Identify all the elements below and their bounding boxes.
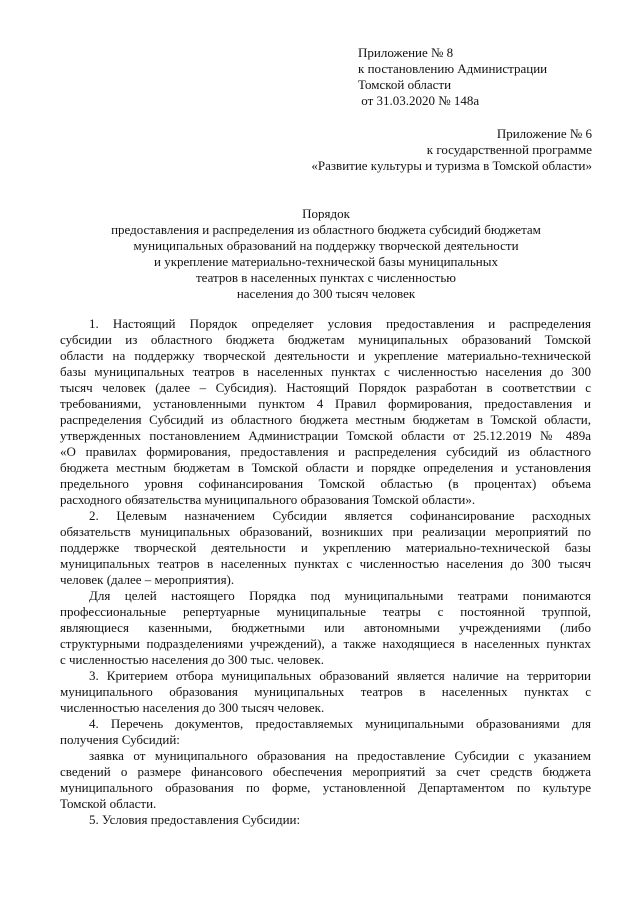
paragraph-4a-line: заявка от муниципального образования на предоставление Субсидии с указанием	[89, 748, 591, 763]
paragraph-1-line: тысяч человек (далее – Субсидия). Настоящий Порядок разработан в соответствии с	[60, 380, 591, 395]
appendix-8-header	[358, 45, 547, 109]
paragraph-4a-line: Томской области.	[60, 796, 157, 811]
paragraph-3-line: муниципального образования муниципальных театров в населенных пунктах с	[60, 684, 591, 699]
appendix-6-line: Приложение № 6	[496, 126, 592, 141]
title-line: театров в населенных пунктах с численностью	[195, 270, 457, 285]
paragraph-2b-line: Для целей настоящего Порядка под муниципальными театрами понимаются	[89, 588, 591, 603]
paragraph-2b-line: профессиональные репертуарные муниципальные театры с постоянной труппой,	[60, 604, 591, 619]
paragraph-2b-line: структурными подразделениями учреждений), а также находящиеся в населенных пунктах	[60, 636, 591, 651]
document-title	[60, 206, 592, 302]
title-line: и укрепление материально-технической базы муниципальных	[154, 254, 498, 269]
paragraph-2-line: обязательств муниципальных образований, возникших при реализации мероприятий по	[60, 524, 591, 539]
paragraph-1-line: области на поддержку творческой деятельности и укрепление материально-технической	[60, 348, 591, 363]
paragraph-1-line: предельного уровня софинансирования Томской областью (в процентах) объема	[60, 476, 591, 491]
title-line: муниципальных образований на поддержку творческой деятельности	[133, 238, 519, 253]
paragraph-4a-line: сведений о размере финансового обеспечения мероприятий за счет средств бюджета	[60, 764, 591, 779]
paragraph-1-line: базы муниципальных театров в населенных пунктах с численностью населения до 300	[60, 364, 591, 379]
paragraph-1-line: расходного обязательства муниципального образования Томской области».	[60, 492, 476, 507]
paragraph-4-line: получения Субсидий:	[60, 732, 180, 747]
paragraph-1-line: субсидии из областного бюджета бюджетам муниципальных образований Томской	[60, 332, 591, 347]
appendix-6-header	[311, 126, 592, 174]
appendix-8-line: Приложение № 8	[358, 45, 454, 60]
title-line: предоставления и распределения из областного бюджета субсидий бюджетам	[111, 222, 541, 237]
paragraph-4-line: 4. Перечень документов, предоставляемых муниципальными образованиями для	[89, 716, 591, 731]
paragraph-1-line: требованиями, установленными пунктом 4 Правил формирования, предоставления и	[60, 396, 591, 411]
document-body	[60, 316, 591, 828]
appendix-6-line: к государственной программе	[426, 142, 592, 157]
appendix-6-line: «Развитие культуры и туризма в Томской области»	[311, 158, 592, 173]
paragraph-5-line: 5. Условия предоставления Субсидии:	[89, 812, 301, 827]
paragraph-3-line: 3. Критерием отбора муниципальных образований является наличие на территории	[89, 668, 591, 683]
paragraph-2b-line: являющиеся казенными, бюджетными или автономными учреждениями (либо	[60, 620, 591, 635]
appendix-8-line: к постановлению Администрации	[358, 61, 548, 76]
title-line: населения до 300 тысяч человек	[236, 286, 416, 301]
appendix-8-line: от 31.03.2020 № 148а	[358, 93, 480, 108]
paragraph-2-line: человек (далее – мероприятия).	[60, 572, 235, 587]
paragraph-1-line: распределения Субсидий из областного бюджета местным бюджетам в Томской области,	[60, 412, 591, 427]
paragraph-1-line: «О правилах формирования, предоставления и распределения субсидий из областного	[60, 444, 591, 459]
paragraph-1-line: бюджета местным бюджетам в Томской области и порядке определения и установления	[60, 460, 591, 475]
paragraph-1-line: утвержденных постановлением Администрации Томской области от 25.12.2019 № 489а	[60, 428, 591, 443]
paragraph-2-line: 2. Целевым назначением Субсидии является софинансирование расходных	[89, 508, 591, 523]
paragraph-2-line: муниципальных театров в населенных пунктах с численностью населения до 300 тысяч	[60, 556, 591, 571]
paragraph-1-line: 1. Настоящий Порядок определяет условия предоставления и распределения	[89, 316, 591, 331]
paragraph-2-line: поддержке творческой деятельности и укреплению материально-технической базы	[60, 540, 591, 555]
paragraph-2b-line: с численностью населения до 300 тыс. человек.	[60, 652, 324, 667]
appendix-8-line: Томской области	[358, 77, 452, 92]
title-line: Порядок	[302, 206, 350, 221]
paragraph-3-line: численностью населения до 300 тысяч человек.	[60, 700, 325, 715]
paragraph-4a-line: муниципального образования по форме, установленной Департаментом по культуре	[60, 780, 591, 795]
